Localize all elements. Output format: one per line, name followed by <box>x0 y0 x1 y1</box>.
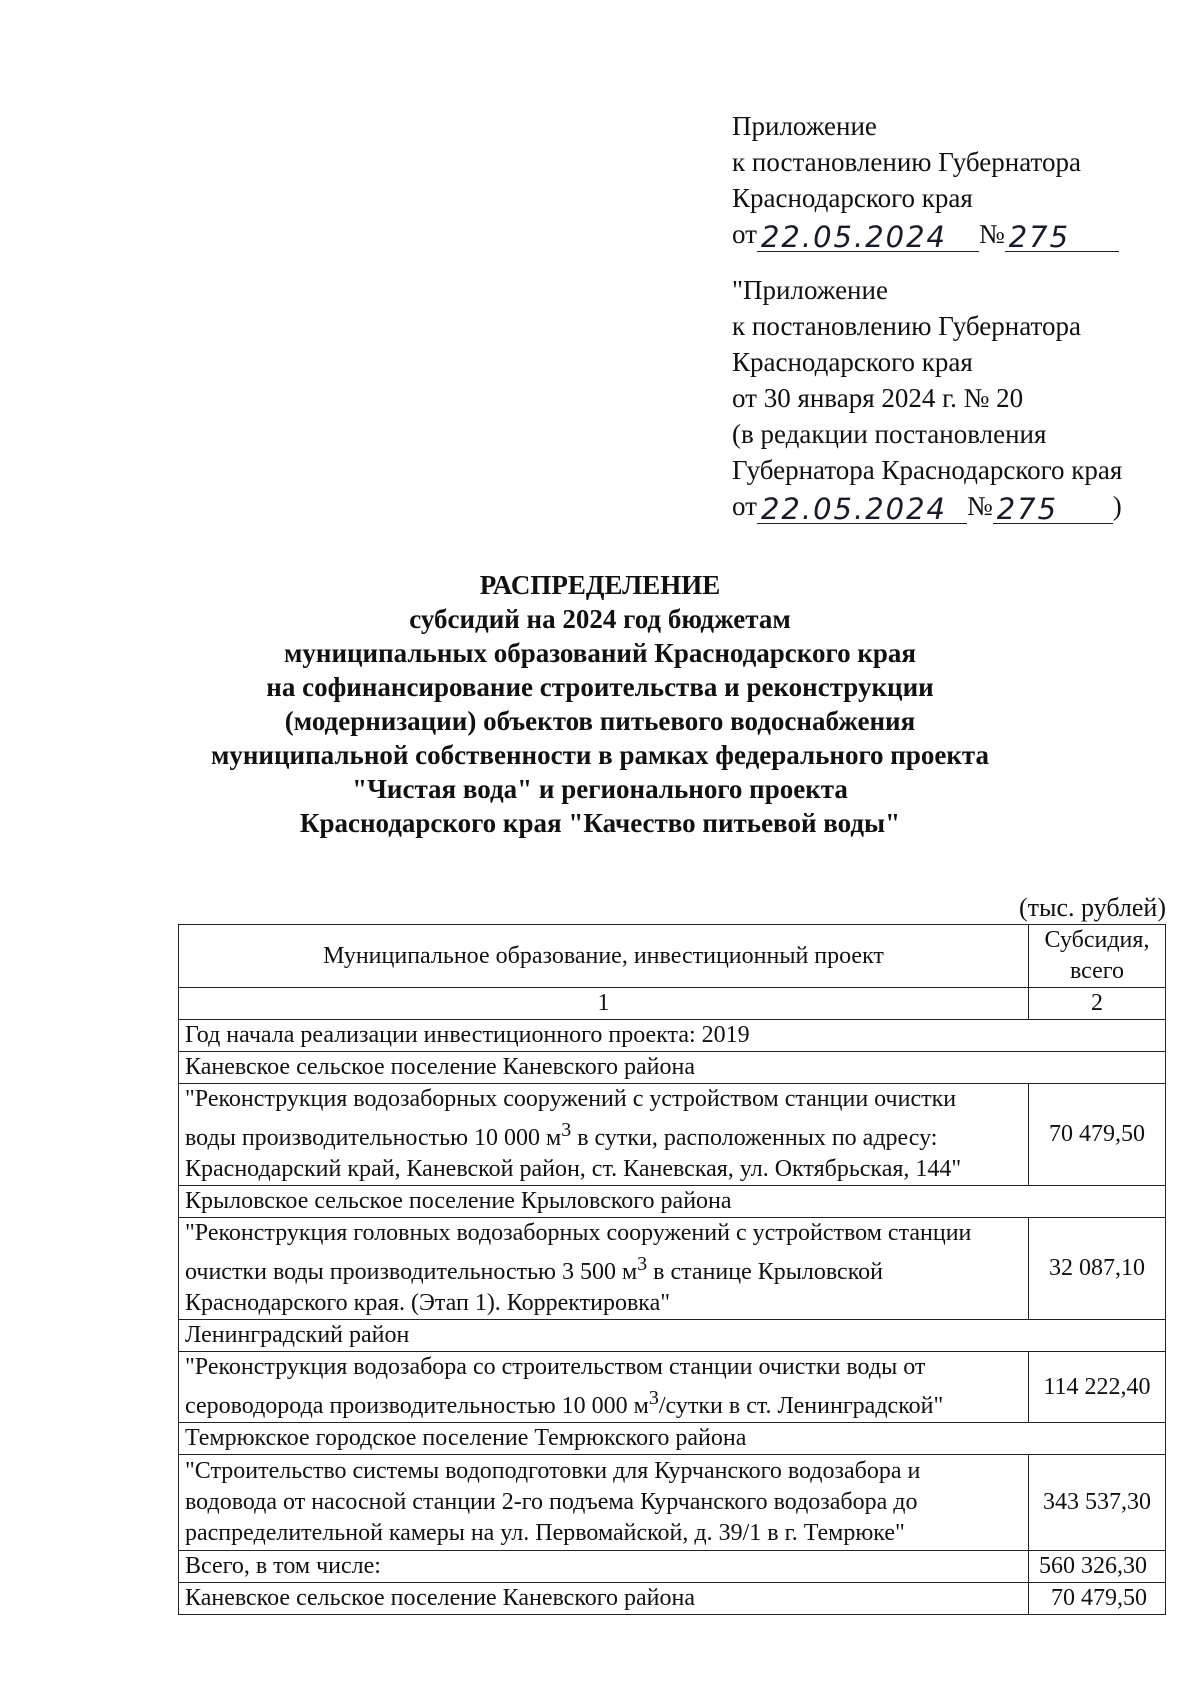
subsidy-cell: 343 537,30 <box>1029 1455 1166 1551</box>
total-value: 70 479,50 <box>1029 1583 1166 1615</box>
title-line: РАСПРЕДЕЛЕНИЕ <box>479 570 721 600</box>
municipality-row: Темрюкское городское поселение Темрюкского района <box>179 1423 1166 1455</box>
appendix-line: к постановлению Губернатора <box>732 147 1081 177</box>
header-project: Муниципальное образование, инвестиционный проект <box>179 925 1029 988</box>
table-row <box>179 1423 1166 1455</box>
column-number: 2 <box>1029 988 1166 1020</box>
total-label: Каневское сельское поселение Каневского района <box>179 1583 1029 1615</box>
number-field <box>1005 219 1119 252</box>
municipality-row: Ленинградский район <box>179 1320 1166 1352</box>
appendix-line: Губернатора Краснодарского края <box>732 455 1123 485</box>
closing-paren: ) <box>1112 491 1122 521</box>
appendix-date-line <box>732 216 1172 252</box>
table-row <box>179 1052 1166 1084</box>
project-cell: "Строительство системы водоподготовки для Курчанского водозабора и водовода от насосной станции 2-го подъема Курчанского водозабора до распределительной камеры на ул. Первомайской, д. 39/1 в г. Темрюке" <box>179 1455 1029 1551</box>
appendix-header <box>732 108 1172 252</box>
appendix-title: Приложение <box>732 111 877 141</box>
handwritten-number: 275 <box>996 492 1059 526</box>
title-line: муниципальных образований Краснодарского края <box>284 638 916 668</box>
header-subsidy: Субсидия, всего <box>1029 925 1166 988</box>
column-number: 1 <box>179 988 1029 1020</box>
number-prefix: № <box>978 219 1005 249</box>
date-field <box>757 491 967 524</box>
appendix-line: Краснодарского края <box>732 183 973 213</box>
title-line: на софинансирование строительства и реконструкции <box>266 672 934 702</box>
table-row <box>179 1186 1166 1218</box>
title-line: Краснодарского края "Качество питьевой воды" <box>299 808 901 838</box>
title-line: (модернизации) объектов питьевого водоснабжения <box>284 706 916 736</box>
column-number-row <box>179 988 1166 1020</box>
appendix-line: Краснодарского края <box>732 347 973 377</box>
start-year-row: Год начала реализации инвестиционного проекта: 2019 <box>179 1020 1166 1052</box>
title-line: субсидий на 2024 год бюджетам <box>409 604 791 634</box>
project-cell: "Реконструкция водозабора со строительством станции очистки воды от сероводорода производительностью 10 000 $м^3$/сутки в ст. Ленинградской" <box>179 1352 1029 1423</box>
project-cell: "Реконструкция головных водозаборных сооружений с устройством станции очистки воды производительностью 3 500 $м^3$ в станице Крыловской Краснодарского края. (Этап 1). Корректировка" <box>179 1218 1029 1320</box>
total-row <box>179 1551 1166 1583</box>
number-prefix: № <box>966 491 993 521</box>
total-label: Всего, в том числе: <box>179 1551 1029 1583</box>
appendix-title: "Приложение <box>732 275 888 305</box>
appendix-line: от 30 января 2024 г. № 20 <box>732 383 1024 413</box>
appendix-line: (в редакции постановления <box>732 419 1047 449</box>
project-cell: "Реконструкция водозаборных сооружений с устройством станции очистки воды производительностью 10 000 $м^3$ в сутки, расположенных по адресу: Краснодарский край, Каневской район, ст. Каневская, ул. Октябрьская, 144" <box>179 1084 1029 1186</box>
table-row <box>179 1084 1166 1186</box>
number-field <box>993 491 1113 524</box>
appendix-line: к постановлению Губернатора <box>732 311 1081 341</box>
date-field <box>757 219 979 252</box>
subsidy-table <box>178 924 1166 1615</box>
date-prefix: от <box>732 491 757 521</box>
table-row <box>179 1218 1166 1320</box>
total-row <box>179 1583 1166 1615</box>
units-note: (тыс. рублей) <box>1018 893 1166 922</box>
table-row <box>179 1455 1166 1551</box>
subsidy-cell: 114 222,40 <box>1029 1352 1166 1423</box>
document-title <box>190 568 1010 840</box>
table-row <box>179 1020 1166 1052</box>
table-row <box>179 1352 1166 1423</box>
table-header-row <box>179 925 1166 988</box>
appendix-date-line <box>732 488 1172 524</box>
handwritten-date: 22.05.2024 <box>760 492 947 526</box>
date-prefix: от <box>732 219 757 249</box>
table-row <box>179 1320 1166 1352</box>
municipality-row: Каневское сельское поселение Каневского района <box>179 1052 1166 1084</box>
municipality-row: Крыловское сельское поселение Крыловского района <box>179 1186 1166 1218</box>
title-line: муниципальной собственности в рамках федерального проекта <box>210 740 990 770</box>
total-value: 560 326,30 <box>1029 1551 1166 1583</box>
handwritten-number: 275 <box>1008 220 1071 254</box>
subsidy-cell: 70 479,50 <box>1029 1084 1166 1186</box>
handwritten-date: 22.05.2024 <box>760 220 947 254</box>
title-line: "Чистая вода" и регионального проекта <box>352 774 848 804</box>
subsidy-cell: 32 087,10 <box>1029 1218 1166 1320</box>
original-appendix-header <box>732 272 1172 524</box>
